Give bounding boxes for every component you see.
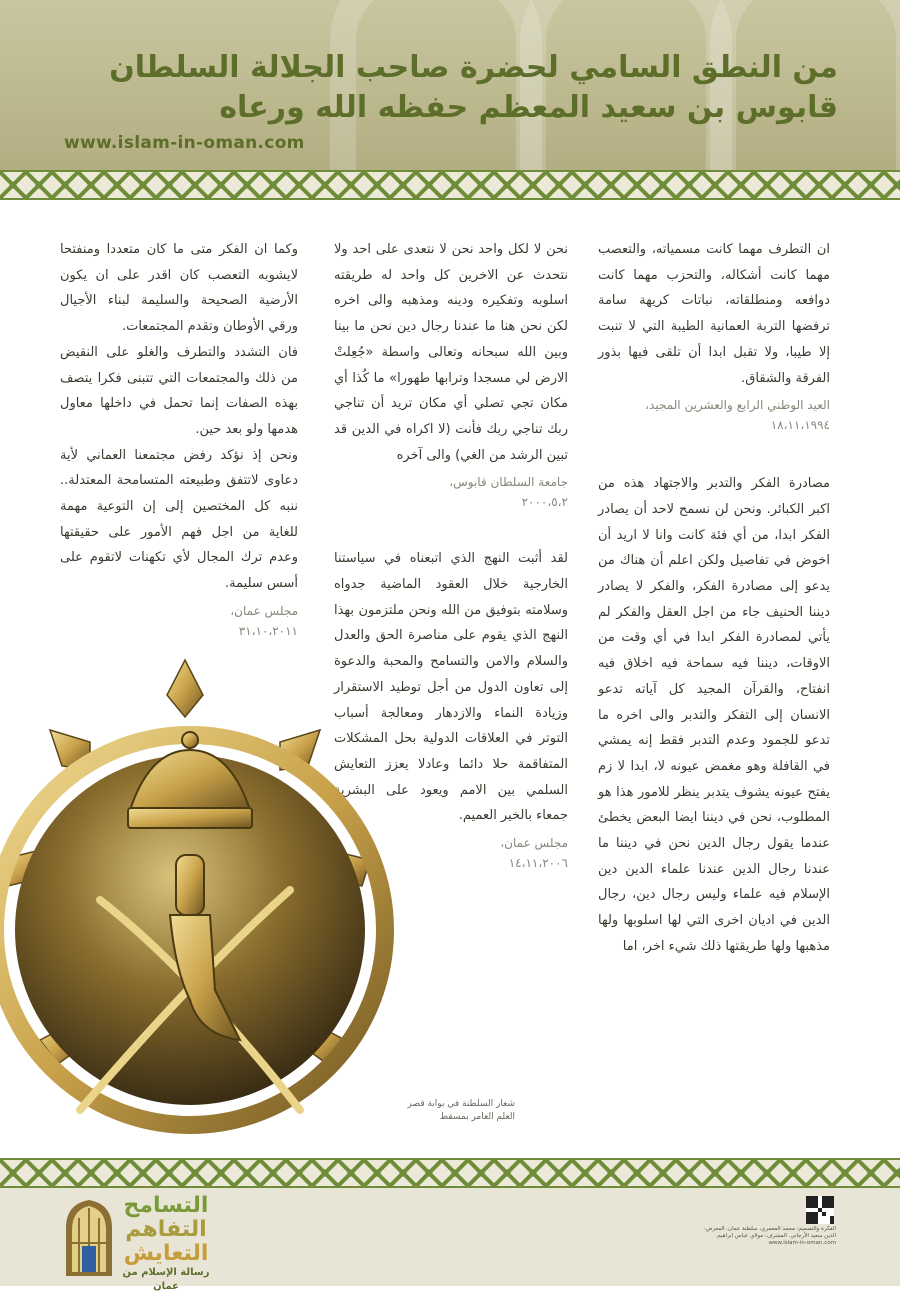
mosque-window-logo-icon bbox=[64, 1198, 114, 1278]
logo-word-tolerance: التسامح bbox=[123, 1193, 209, 1218]
oman-national-emblem-icon bbox=[0, 640, 470, 1160]
header-decoration bbox=[330, 0, 542, 170]
page-title-line2: قابوس بن سعيد المعظم حفظه الله ورعاه bbox=[219, 90, 838, 125]
text-column-left bbox=[60, 237, 298, 641]
logo-tagline: رسالة الإسلام من عمان bbox=[122, 1267, 210, 1292]
header-decoration bbox=[520, 0, 732, 170]
quote-paragraph: ان التطرف مهما كانت مسمياته، والتعصب مهما كانت أشكاله، والتحزب مهما كانت دوافعه ومنطلقاته، نباتات كريهة سامة ترفضها التربة العمانية الطيبة التي لا تنبت إلا طيبا، ولا تقبل ابدا أن تلقى فيها بذور الفرقة والشقاق. bbox=[598, 242, 830, 386]
text-column-right bbox=[598, 237, 830, 960]
quote-paragraph: لقد أثبت النهج الذي اتبعناه في سياستنا الخارجية خلال العقود الماضية جدواه وسلامته بتوفيق من الله ونحن ملتزمون بهذا النهج الذي يقوم على مناصرة الحق والعدل والسلام والامن والتسامح والمحبة والدعوة إلى تعاون الدول من أجل توطيد الاستقرار وزيادة النماء والازدهار ومعالجة أسباب التوتر في العلاقات الدولية بحل المشكلات المتفاقمة حلا دائما وعادلا يعزز التعايش السلمي بين الامم ويعود على البشرية جمعاء بالخير العميم. bbox=[334, 551, 568, 824]
qr-code-icon[interactable] bbox=[806, 1196, 834, 1224]
quote-source: جامعة السلطان قابوس، bbox=[449, 475, 568, 490]
header-decoration bbox=[710, 0, 900, 170]
logo-word-understanding: التفاهم bbox=[125, 1217, 207, 1242]
quote-date: ١٨،١١،١٩٩٤ bbox=[770, 418, 830, 433]
quote-paragraph: نحن لا لكل واحد نحن لا نتعدى على احد ولا نتحدث عن الاخرين كل واحد له طريقته اسلوبه وتفكيره ودينه ومذهبه والى اخره لكن نحن هنا ما عندنا رجال دين نحن ما بينا وبين الله سبحانه وتعالى واسطة «جُعِلتْ الارض لي مسجدا وترابها طهورا» ما كُذا أي مكان تجي تصلي أي مكان تريد أن تناجي ربك تناجي ربك فأنت (لا اكراه في الدين قد تبين الرشد من الغي) والى آخره bbox=[334, 242, 568, 463]
ornamental-band-top bbox=[0, 170, 900, 200]
ornamental-band-bottom bbox=[0, 1158, 900, 1188]
quote-source: مجلس عمان، bbox=[500, 836, 568, 851]
image-caption: شعار السلطنة في بوابة قصر العلم العامر بمسقط bbox=[407, 1099, 515, 1122]
logo-word-coexistence: التعايش bbox=[123, 1241, 209, 1266]
quote-date: ١٤،١١،٢٠٠٦ bbox=[508, 856, 568, 871]
website-url[interactable]: www.islam-in-oman.com bbox=[64, 133, 305, 153]
quote-paragraph: فان التشدد والتطرف والغلو على النقيض من ذلك والمجتمعات التي تتبنى فكرا يتصف بهذه الصفات إنما تحمل في داخلها معاول هدمها ولو بعد حين. bbox=[60, 344, 298, 437]
quote-source: العيد الوطني الرابع والعشرين المجيد، bbox=[645, 398, 830, 413]
quote-source: مجلس عمان، bbox=[230, 603, 298, 618]
quote-date: ٣١،١٠،٢٠١١ bbox=[238, 623, 298, 638]
quote-paragraph: مصادرة الفكر والتدبر والاجتهاد هذه من اكبر الكبائر. ونحن لن نسمح لاحد أن يصادر الفكر ابدا، من أي فئة كانت وانا لا اريد أن اخوض في تفاصيل ولكن اعلم أن هناك من يدعو إلى مصادرة الفكر، والفكر لا يصادر ديننا الحنيف جاء من اجل العقل والفكر لم يأتي لمصادرة الفكر ابدا في أي وقت من الاوقات، ديننا فيه سماحة فيه اخلاق فيه انفتاح، والقرآن المجيد كل آياته تدعو الانسان إلى التفكر والتدبر والى اخره ما تدعو للجمود وعدم التدبر فقط إنه يمشي في القافلة وهو مغمض عيونه لا، ابدا لا زم يفتح عيونه يشوف يتدبر ينظر للامور هذا هو المطلوب، نحن في ديننا ايضا البعض يخطئ عندما يقول رجال الدين نحن في ديننا ما عندنا رجال الدين عندنا علماء الدين دين الإسلام فيه علماء وليس رجال دين، رجال الدين في اديان اخرى التي لها اسلوبها ولها مذهبها ولها طريقتها ذلك شيء اخر، اما bbox=[598, 476, 830, 954]
footer-logo-text bbox=[116, 1194, 216, 1294]
quote-paragraph: ونحن إذ نؤكد رفض مجتمعنا العماني لأية دعاوى لاتتفق وطبيعته المتسامحة المعتدلة.. ننبه كل المختصين إلى إن التوعية مهمة للغاية من اجل فهم الأمور على حقيقتها وعدم ترك المجال لأي تكهنات لاتقوم على أسس سليمة. bbox=[60, 447, 298, 592]
quote-paragraph: وكما ان الفكر متى ما كان متعددا ومنفتحا لايشوبه التعصب كان اقدر على ان يكون الأرضية الصحيحة والسليمة لبناء الأجيال ورقي الأوطان وتقدم المجتمعات. bbox=[60, 242, 298, 335]
header-banner bbox=[0, 0, 900, 170]
oman-emblem-photo bbox=[0, 640, 470, 1160]
page-title-line1: من النطق السامي لحضرة صاحب الجلالة السلطان bbox=[109, 50, 838, 85]
quote-date: ٢٠٠٠،٥،٢ bbox=[521, 495, 568, 510]
footer-credits: الفكرة والتصميم: محمد المعمري، سلطنة عمان. المعرض: الدين سعيد الأرجاني. المشرف: مولاي عباس ابراهيم. www.islam-in-oman.com bbox=[703, 1226, 836, 1246]
